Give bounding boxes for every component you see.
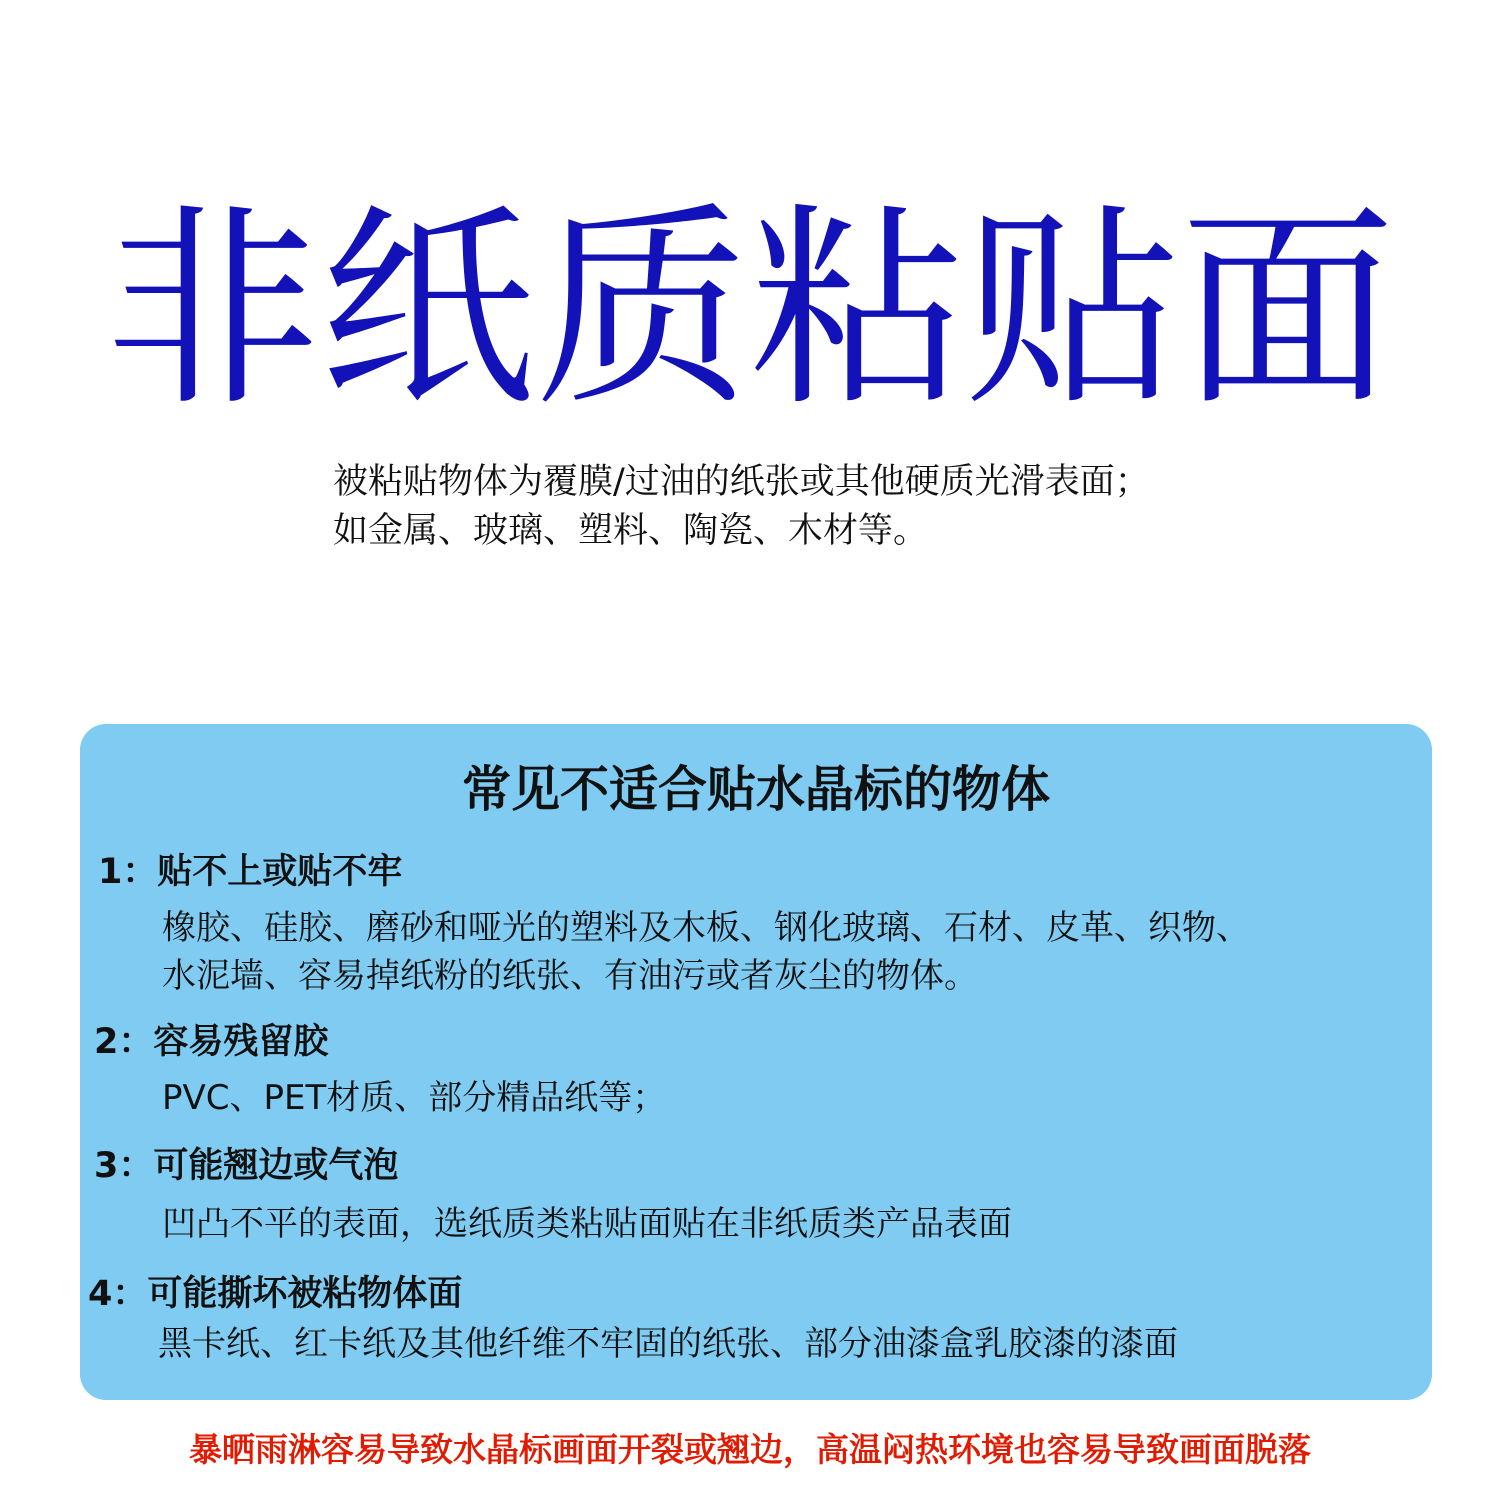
item-2-heading: 2：容易残留胶 xyxy=(94,1022,329,1062)
intro-line: 如金属、玻璃、塑料、陶瓷、木材等。 xyxy=(333,511,929,551)
item-1-heading: 1：贴不上或贴不牢 xyxy=(98,852,403,892)
item-3-heading: 3：可能翘边或气泡 xyxy=(94,1146,399,1186)
panel-title: 常见不适合贴水晶标的物体 xyxy=(461,761,1050,818)
item-2-line: PVC、PET材质、部分精品纸等； xyxy=(162,1078,667,1118)
item-4-line: 黑卡纸、红卡纸及其他纤维不牢固的纸张、部分油漆盒乳胶漆的漆面 xyxy=(158,1324,1178,1364)
warning-note: 暴晒雨淋容易导致水晶标画面开裂或翘边，高温闷热环境也容易导致画面脱落 xyxy=(189,1430,1311,1469)
item-4-heading: 4：可能撕坏被粘物体面 xyxy=(88,1274,463,1314)
page-title: 非纸质粘贴面 xyxy=(105,184,1395,435)
unsuitable-objects-panel xyxy=(80,724,1432,1400)
item-3-line: 凹凸不平的表面，选纸质类粘贴面贴在非纸质类产品表面 xyxy=(162,1204,1012,1244)
intro-text xyxy=(333,458,1150,556)
item-1-line: 水泥墙、容易掉纸粉的纸张、有油污或者灰尘的物体。 xyxy=(162,956,978,996)
item-1-line: 橡胶、硅胶、磨砂和哑光的塑料及木板、钢化玻璃、石材、皮革、织物、 xyxy=(162,908,1250,948)
intro-line: 被粘贴物体为覆膜/过油的纸张或其他硬质光滑表面； xyxy=(333,462,1150,502)
